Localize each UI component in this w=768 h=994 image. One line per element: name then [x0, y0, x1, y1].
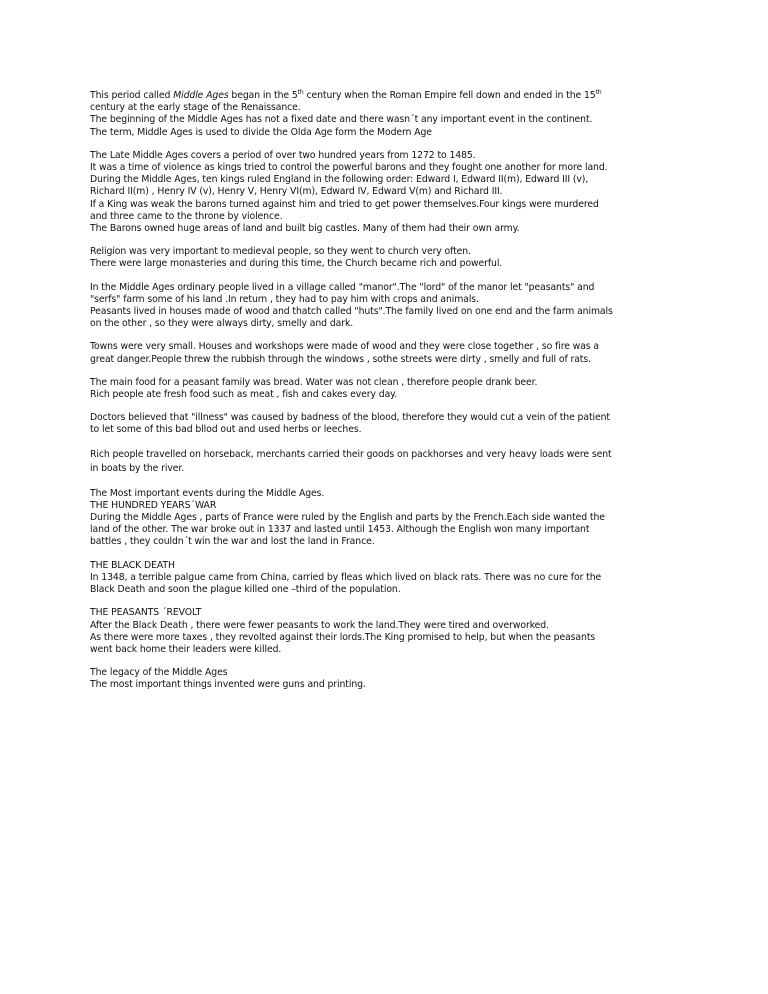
- paragraph-line: The Late Middle Ages covers a period of over two hundred years from 1272 to 1485.: [90, 149, 476, 161]
- intro-text-3: century when the Roman Empire fell down and ended in the 15: [303, 90, 596, 101]
- manor-paragraph: [90, 282, 690, 331]
- late-middle-ages-paragraph: [90, 150, 690, 235]
- document-body: [90, 90, 690, 703]
- intro-paragraph: [90, 90, 690, 139]
- hundred-years-war-heading: THE HUNDRED YEARS´WAR: [90, 499, 217, 511]
- legacy-section: [90, 667, 690, 691]
- religion-paragraph: [90, 246, 690, 270]
- paragraph-line: There were large monasteries and during this time, the Church became rich and powerful.: [90, 258, 503, 270]
- paragraph-line: After the Black Death , there were fewer peasants to work the land.They were tired and overworked.: [90, 619, 549, 631]
- paragraph-line: and three came to the throne by violence.: [90, 210, 283, 222]
- paragraph-line: The main food for a peasant family was bread. Water was not clean , therefore people drank beer.: [90, 376, 538, 388]
- paragraph-line: During the Middle Ages, ten kings ruled England in the following order: Edward I, Edward II(m), Edward III (v),: [90, 174, 589, 186]
- events-section: [90, 488, 690, 549]
- black-death-section: [90, 560, 690, 597]
- paragraph-line: Black Death and soon the plague killed one –third of the population.: [90, 584, 401, 596]
- paragraph-line: In the Middle Ages ordinary people lived in a village called "manor".The "lord" of the manor let "peasants" and: [90, 281, 595, 293]
- intro-text-2: began in the 5: [228, 90, 298, 101]
- food-paragraph: [90, 377, 690, 401]
- paragraph-line: battles , they couldn´t win the war and lost the land in France.: [90, 536, 375, 548]
- towns-paragraph: [90, 341, 690, 365]
- paragraph-line: Towns were very small. Houses and workshops were made of wood and they were close together , so fire was a: [90, 341, 599, 353]
- intro-line-2: century at the early stage of the Renaissance.: [90, 102, 301, 114]
- paragraph-line: In 1348, a terrible palgue came from China, carried by fleas which lived on black rats. There was no cure for the: [90, 571, 602, 583]
- peasants-revolt-section: [90, 607, 690, 656]
- superscript-th-2: th: [595, 88, 602, 96]
- paragraph-line: Richard II(m) , Henry IV (v), Henry V, Henry VI(m), Edward IV, Edward V(m) and Richard III.: [90, 186, 503, 198]
- paragraph-line: Religion was very important to medieval people, so they went to church very often.: [90, 246, 471, 258]
- superscript-th-1: th: [297, 88, 304, 96]
- intro-line-4: The term, Middle Ages is used to divide the Olda Age form the Modern Age: [90, 126, 432, 138]
- paragraph-line: Rich people travelled on horseback, merchants carried their goods on packhorses and very heavy loads were sent: [90, 448, 612, 460]
- paragraph-line: Doctors believed that "illness" was caused by badness of the blood, therefore they would cut a vein of the patient: [90, 412, 610, 424]
- intro-text-1: This period called: [90, 90, 174, 101]
- paragraph-line: The Barons owned huge areas of land and built big castles. Many of them had their own army.: [90, 223, 520, 235]
- doctors-paragraph: [90, 412, 690, 436]
- paragraph-line: If a King was weak the barons turned against him and tried to get power themselves.Four kings were murdered: [90, 198, 599, 210]
- intro-line-3: The beginning of the Middle Ages has not a fixed date and there wasn´t any important event in the continent.: [90, 114, 593, 126]
- paragraph-line: great danger.People threw the rubbish through the windows , sothe streets were dirty , smelly and full of rats.: [90, 353, 591, 365]
- travel-paragraph: [90, 448, 690, 477]
- events-heading: The Most important events during the Middle Ages.: [90, 487, 325, 499]
- paragraph-line: Rich people ate fresh food such as meat , fish and cakes every day.: [90, 389, 398, 401]
- paragraph-line: to let some of this bad bllod out and used herbs or leeches.: [90, 424, 362, 436]
- paragraph-line: The most important things invented were guns and printing.: [90, 679, 366, 691]
- paragraph-line: Peasants lived in houses made of wood and thatch called "huts".The family lived on one end and the farm animals: [90, 306, 613, 318]
- paragraph-line: in boats by the river.: [90, 463, 185, 475]
- paragraph-line: It was a time of violence as kings tried to control the powerful barons and they fought one another for more land.: [90, 162, 608, 174]
- intro-line-1: [90, 90, 690, 102]
- black-death-heading: THE BLACK DEATH: [90, 559, 175, 571]
- paragraph-line: went back home their leaders were killed.: [90, 643, 282, 655]
- paragraph-line: As there were more taxes , they revolted against their lords.The King promised to help, but when the peasants: [90, 631, 596, 643]
- legacy-heading: The legacy of the Middle Ages: [90, 667, 228, 679]
- paragraph-line: land of the other. The war broke out in 1337 and lasted until 1453. Although the English won many important: [90, 524, 590, 536]
- paragraph-line: During the Middle Ages , parts of France were ruled by the English and parts by the French.Each side wanted the: [90, 512, 605, 524]
- paragraph-line: on the other , so they were always dirty, smelly and dark.: [90, 318, 354, 330]
- middle-ages-italic: Middle Ages: [173, 90, 229, 101]
- paragraph-line: "serfs" farm some of his land .In return , they had to pay him with crops and animals.: [90, 293, 479, 305]
- peasants-revolt-heading: THE PEASANTS ´REVOLT: [90, 607, 202, 619]
